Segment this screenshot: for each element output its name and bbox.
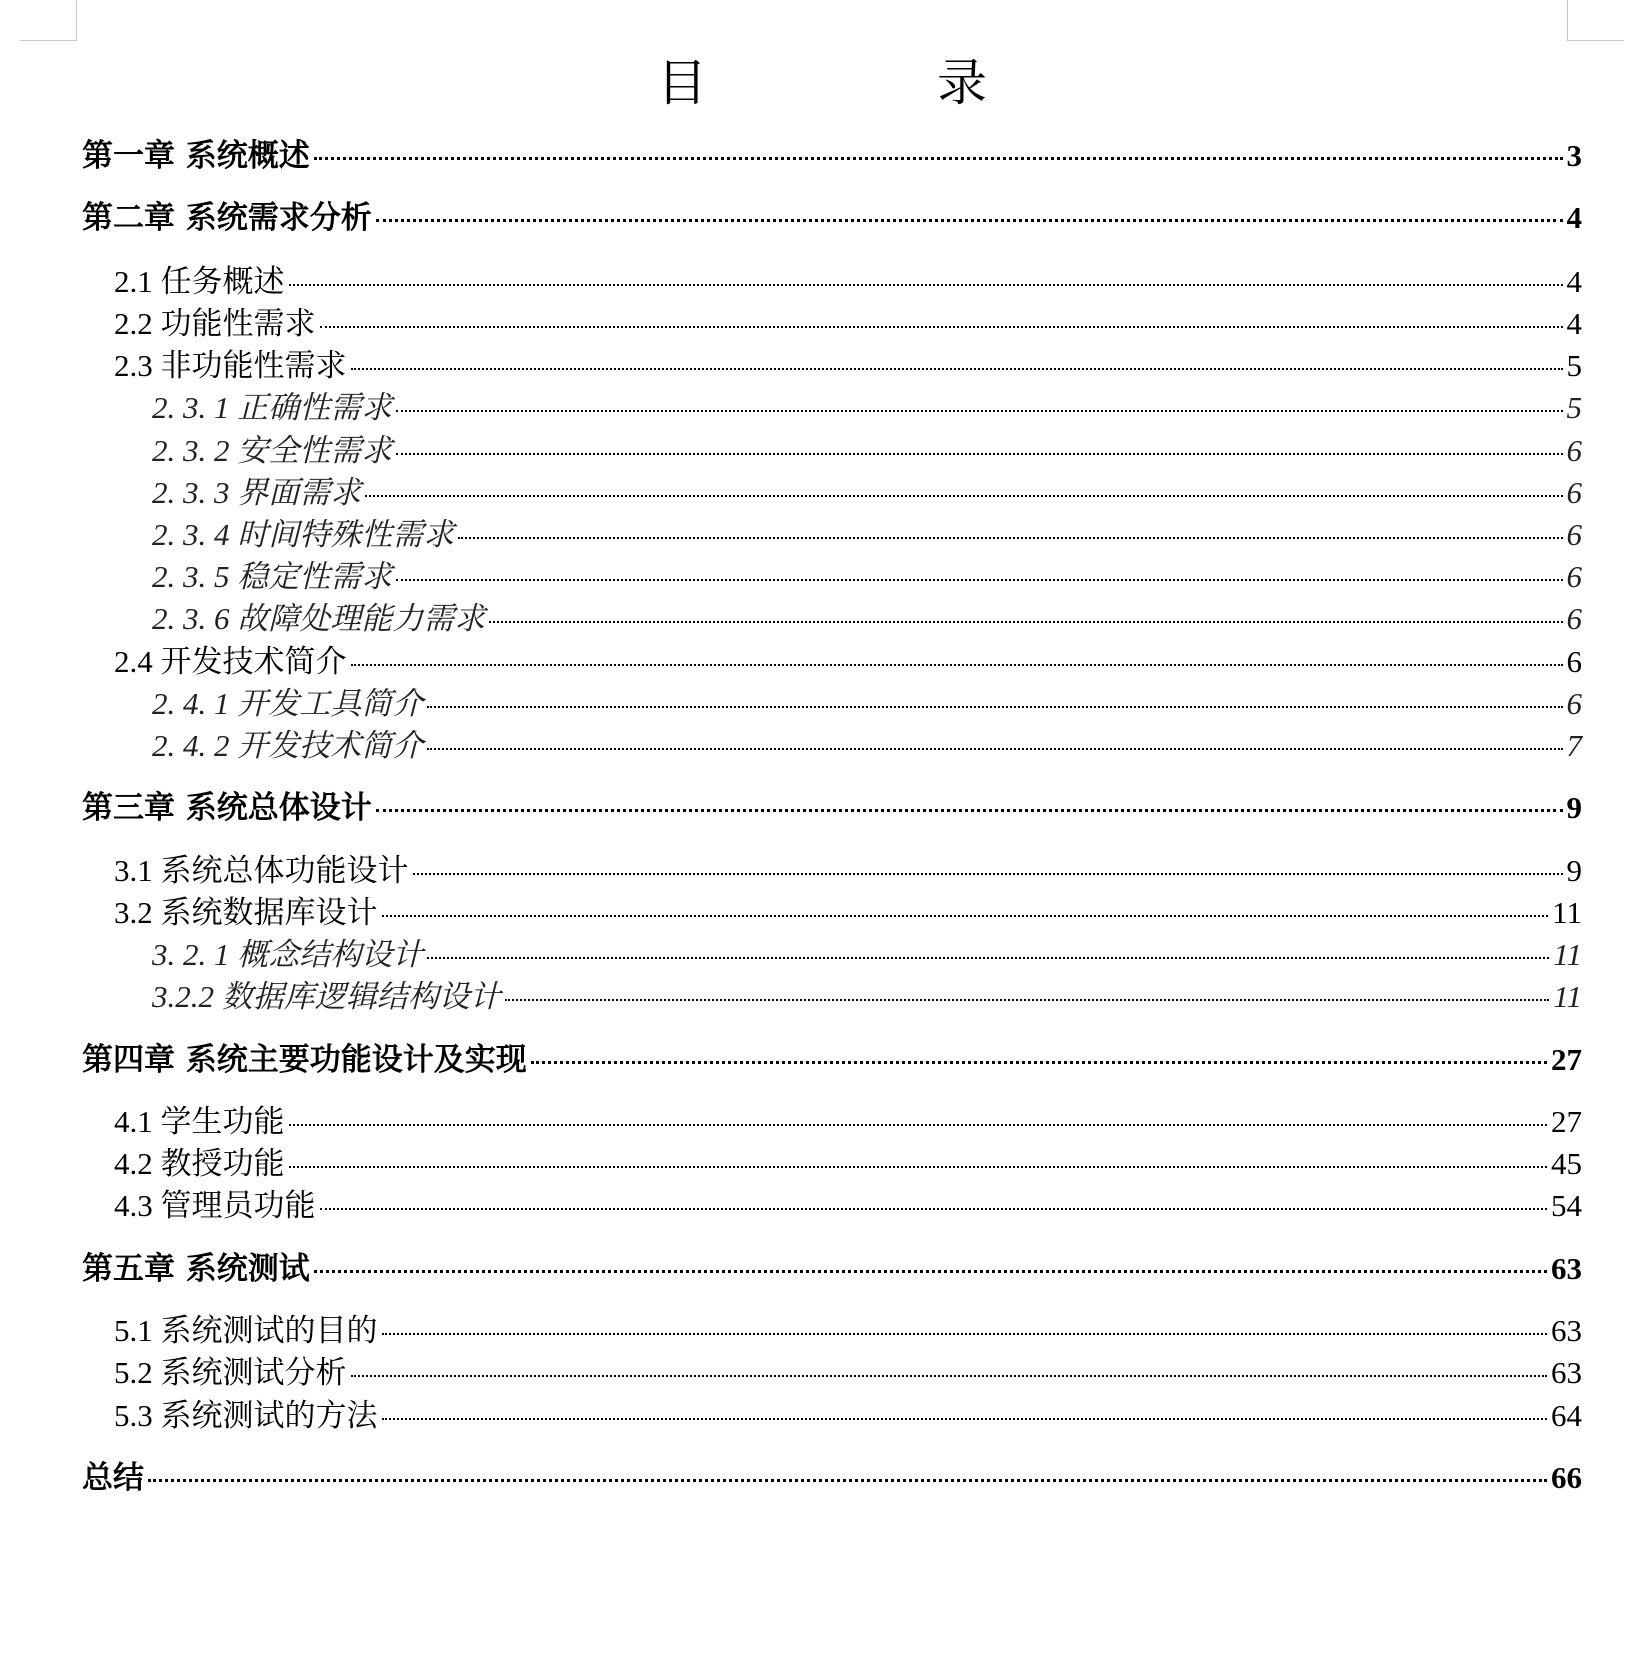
toc-entry-page-number: 63 (1551, 1313, 1582, 1348)
toc-entry-page-number: 27 (1551, 1104, 1582, 1139)
toc-entry-page-number: 9 (1566, 853, 1582, 888)
toc-entry-page-number: 11 (1552, 895, 1582, 930)
toc-entry-page-number: 66 (1551, 1460, 1582, 1495)
toc-entry-label: 2. 4. 1 开发工具简介 (152, 686, 424, 721)
dot-leader (365, 495, 1562, 497)
toc-subsection-entry[interactable] (152, 971, 1582, 1014)
toc-entry-label: 第五章 系统测试 (82, 1251, 310, 1287)
dot-leader (382, 1418, 1548, 1420)
toc-section-entry[interactable] (114, 256, 1582, 299)
toc-section-entry[interactable] (114, 298, 1582, 341)
dot-leader (427, 957, 1549, 959)
toc-entry-page-number: 6 (1566, 517, 1582, 552)
toc-entry-page-number: 11 (1553, 937, 1582, 972)
toc-entry-label: 2.1 任务概述 (114, 264, 285, 299)
dot-leader (289, 284, 1563, 286)
toc-entry-label: 4.1 学生功能 (114, 1104, 285, 1139)
toc-section-entry[interactable] (114, 1138, 1582, 1181)
toc-subsection-entry[interactable] (152, 467, 1582, 510)
toc-chapter-entry[interactable] (82, 1452, 1582, 1496)
toc-entry-label: 第四章 系统主要功能设计及实现 (82, 1042, 527, 1078)
toc-section-entry[interactable] (114, 340, 1582, 383)
dot-leader (314, 1270, 1547, 1273)
toc-chapter-entry[interactable] (82, 192, 1582, 236)
toc-chapter-entry[interactable] (82, 782, 1582, 826)
toc-subsection-entry[interactable] (152, 678, 1582, 721)
dot-leader (148, 1479, 1547, 1482)
toc-entry-page-number: 4 (1566, 264, 1582, 299)
toc-entry-page-number: 6 (1566, 644, 1582, 679)
toc-section-entry[interactable] (114, 1305, 1582, 1348)
toc-entry-label: 第二章 系统需求分析 (82, 200, 372, 236)
dot-leader (376, 219, 1563, 222)
toc-entry-label: 2.4 开发技术简介 (114, 644, 347, 679)
toc-entry-page-number: 5 (1566, 348, 1582, 383)
dot-leader (427, 706, 1562, 708)
toc-entry-label: 2. 3. 3 界面需求 (152, 475, 362, 510)
toc-entry-label: 2. 4. 2 开发技术简介 (152, 728, 424, 763)
toc-section-entry[interactable] (114, 1347, 1582, 1390)
toc-subsection-entry[interactable] (152, 425, 1582, 468)
toc-entry-label: 2.2 功能性需求 (114, 306, 316, 341)
dot-leader (351, 368, 1563, 370)
toc-subsection-entry[interactable] (152, 593, 1582, 636)
dot-leader (413, 873, 1563, 875)
dot-leader (382, 1333, 1548, 1335)
toc-entry-label: 3. 2. 1 概念结构设计 (152, 937, 424, 972)
toc-entry-page-number: 54 (1551, 1188, 1582, 1223)
toc-entry-label: 5.3 系统测试的方法 (114, 1398, 378, 1433)
toc-chapter-entry[interactable] (82, 1243, 1582, 1287)
toc-entry-page-number: 6 (1566, 475, 1582, 510)
toc-entry-label: 2. 3. 5 稳定性需求 (152, 559, 393, 594)
toc-entry-page-number: 11 (1553, 979, 1582, 1014)
toc-entry-page-number: 6 (1566, 559, 1582, 594)
toc-subsection-entry[interactable] (152, 929, 1582, 972)
toc-entry-page-number: 64 (1551, 1398, 1582, 1433)
toc-section-entry[interactable] (114, 636, 1582, 679)
toc-entry-label: 2. 3. 2 安全性需求 (152, 433, 393, 468)
toc-entry-label: 第三章 系统总体设计 (82, 790, 372, 826)
dot-leader (320, 326, 1563, 328)
toc-entry-page-number: 4 (1566, 200, 1582, 235)
toc-entry-label: 5.1 系统测试的目的 (114, 1313, 378, 1348)
dot-leader (314, 157, 1563, 160)
toc-entry-page-number: 7 (1566, 728, 1582, 763)
toc-entry-label: 2. 3. 6 故障处理能力需求 (152, 601, 486, 636)
toc-entry-page-number: 5 (1566, 390, 1582, 425)
toc-entry-label: 总结 (82, 1460, 144, 1496)
toc-section-entry[interactable] (114, 887, 1582, 930)
toc-entry-page-number: 6 (1566, 686, 1582, 721)
dot-leader (320, 1208, 1548, 1210)
dot-leader (396, 453, 1562, 455)
dot-leader (376, 809, 1563, 812)
dot-leader (289, 1124, 1548, 1126)
toc-section-entry[interactable] (114, 845, 1582, 888)
toc-subsection-entry[interactable] (152, 382, 1582, 425)
dot-leader (458, 537, 1562, 539)
dot-leader (531, 1061, 1547, 1064)
toc-subsection-entry[interactable] (152, 720, 1582, 763)
toc-entry-label: 2. 3. 1 正确性需求 (152, 390, 393, 425)
toc-entry-page-number: 45 (1551, 1146, 1582, 1181)
dot-leader (427, 748, 1562, 750)
toc-section-entry[interactable] (114, 1180, 1582, 1223)
toc-entry-label: 5.2 系统测试分析 (114, 1355, 347, 1390)
toc-title: 目 录 (657, 54, 1077, 112)
toc-entry-label: 3.1 系统总体功能设计 (114, 853, 409, 888)
toc-entry-page-number: 6 (1566, 433, 1582, 468)
toc-chapter-entry[interactable] (82, 1034, 1582, 1078)
toc-entry-page-number: 6 (1566, 601, 1582, 636)
dot-leader (489, 621, 1562, 623)
toc-entry-page-number: 9 (1566, 790, 1582, 825)
toc-section-entry[interactable] (114, 1390, 1582, 1433)
toc-entry-label: 2. 3. 4 时间特殊性需求 (152, 517, 455, 552)
toc-entry-label: 3.2.2 数据库逻辑结构设计 (152, 979, 501, 1014)
toc-entry-label: 3.2 系统数据库设计 (114, 895, 378, 930)
toc-entry-page-number: 27 (1551, 1042, 1582, 1077)
toc-entry-label: 4.3 管理员功能 (114, 1188, 316, 1223)
toc-entry-label: 4.2 教授功能 (114, 1146, 285, 1181)
toc-entry-label: 第一章 系统概述 (82, 138, 310, 174)
toc-section-entry[interactable] (114, 1096, 1582, 1139)
dot-leader (382, 915, 1549, 917)
dot-leader (351, 664, 1563, 666)
toc-entry-page-number: 63 (1551, 1355, 1582, 1390)
dot-leader (351, 1375, 1548, 1377)
toc-entry-page-number: 63 (1551, 1251, 1582, 1286)
dot-leader (289, 1166, 1548, 1168)
toc-subsection-entry[interactable] (152, 551, 1582, 594)
dot-leader (396, 410, 1562, 412)
dot-leader (505, 999, 1550, 1001)
toc-subsection-entry[interactable] (152, 509, 1582, 552)
toc-entry-page-number: 3 (1566, 138, 1582, 173)
toc-entry-page-number: 4 (1566, 306, 1582, 341)
toc-chapter-entry[interactable] (82, 130, 1582, 174)
dot-leader (396, 579, 1562, 581)
toc-entry-label: 2.3 非功能性需求 (114, 348, 347, 383)
